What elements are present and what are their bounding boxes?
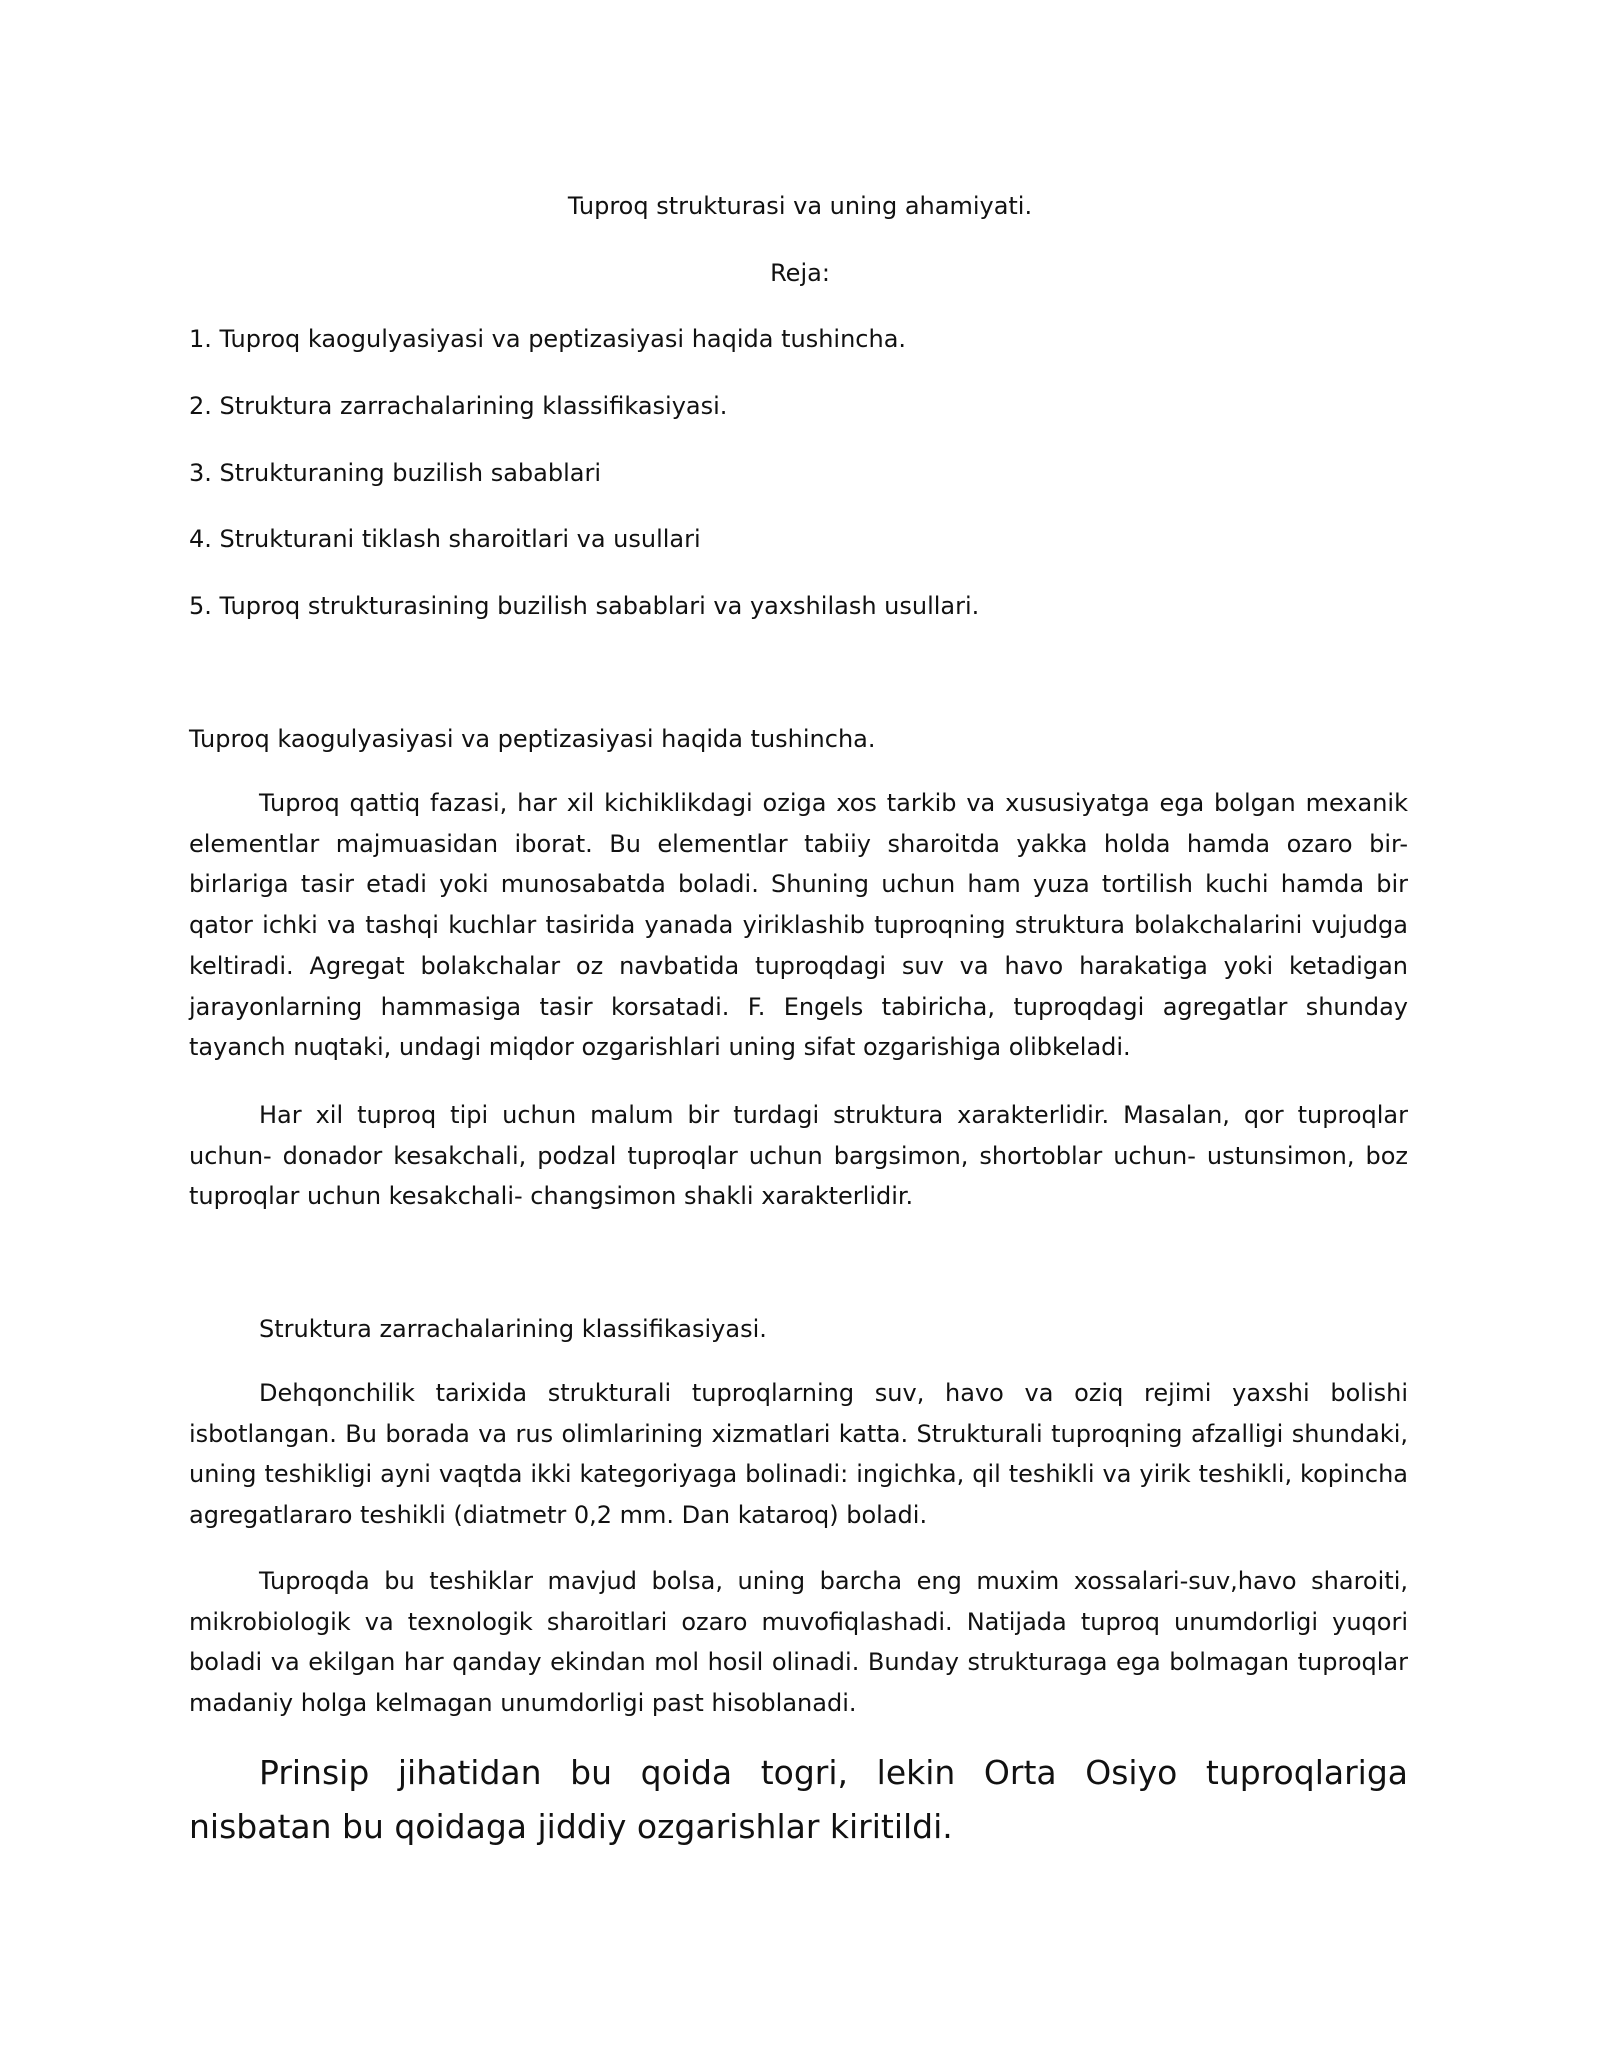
plan-item: 3. Strukturaning buzilish sabablari — [189, 459, 601, 487]
section-heading: Struktura zarrachalarining klassifikasiyasi. — [259, 1315, 767, 1343]
plan-item: 4. Strukturani tiklash sharoitlari va usullari — [189, 525, 701, 553]
body-paragraph: Dehqonchilik tarixida strukturali tuproqlarning suv, havo va oziq rejimi yaxshi bolishi isbotlangan. Bu borada va rus olimlarining xizmatlari katta. Strukturali tuproqning afzalligi shundaki, uning teshikligi ayni vaqtda ikki kategoriyaga bolinadi: ingichka, qil teshikli va yirik teshikli, kopincha agregatlararo teshikli (diatmetr 0,2 mm. Dan kataroq) boladi. — [189, 1379, 1408, 1530]
plan-item: 2. Struktura zarrachalarining klassifikasiyasi. — [189, 392, 728, 420]
body-paragraph: Tuproqda bu teshiklar mavjud bolsa, uning barcha eng muxim xossalari-suv,havo sharoiti, mikrobiologik va texnologik sharoitlari ozaro muvofiqlashadi. Natijada tuproq unumdorligi yuqori boladi va ekilgan har qanday ekindan mol hosil olinadi. Bunday strukturaga ega bolmagan tuproqlar madaniy holga kelmagan unumdorligi past hisoblanadi. — [189, 1567, 1408, 1718]
body-paragraph: Tuproq qattiq fazasi, har xil kichiklikdagi oziga xos tarkib va xususiyatga ega bolgan mexanik elementlar majmuasidan iborat. Bu elementlar tabiiy sharoitda yakka holda hamda ozaro bir-birlariga tasir etadi yoki munosabatda boladi. Shuning uchun ham yuza tortilish kuchi hamda bir qator ichki va tashqi kuchlar tasirida yanada yiriklashib tuproqning struktura bolakchalarini vujudga keltiradi. Agregat bolakchalar oz navbatida tuproqdagi suv va havo harakatiga yoki ketadigan jarayonlarning hammasiga tasir korsatadi. F. Engels tabiricha, tuproqdagi agregatlar shunday tayanch nuqtaki, undagi miqdor ozgarishlari uning sifat ozgarishiga olibkeladi. — [189, 789, 1408, 1062]
plan-item: 5. Tuproq strukturasining buzilish sabablari va yaxshilash usullari. — [189, 592, 980, 620]
section-heading: Tuproq kaogulyasiyasi va peptizasiyasi haqida tushincha. — [189, 725, 876, 753]
body-paragraph-large: Prinsip jihatidan bu qoida togri, lekin Orta Osiyo tuproqlariga nisbatan bu qoidaga jiddiy ozgarishlar kiritildi. — [189, 1753, 1408, 1846]
document-title: Tuproq strukturasi va uning ahamiyati. — [567, 192, 1033, 220]
plan-label: Reja: — [770, 259, 830, 287]
body-paragraph: Har xil tuproq tipi uchun malum bir turdagi struktura xarakterlidir. Masalan, qor tuproqlar uchun- donador kesakchali, podzal tuproqlar uchun bargsimon, shortoblar uchun- ustunsimon, boz tuproqlar uchun kesakchali- changsimon shakli xarakterlidir. — [189, 1101, 1408, 1211]
plan-item: 1. Tuproq kaogulyasiyasi va peptizasiyasi haqida tushincha. — [189, 325, 907, 353]
